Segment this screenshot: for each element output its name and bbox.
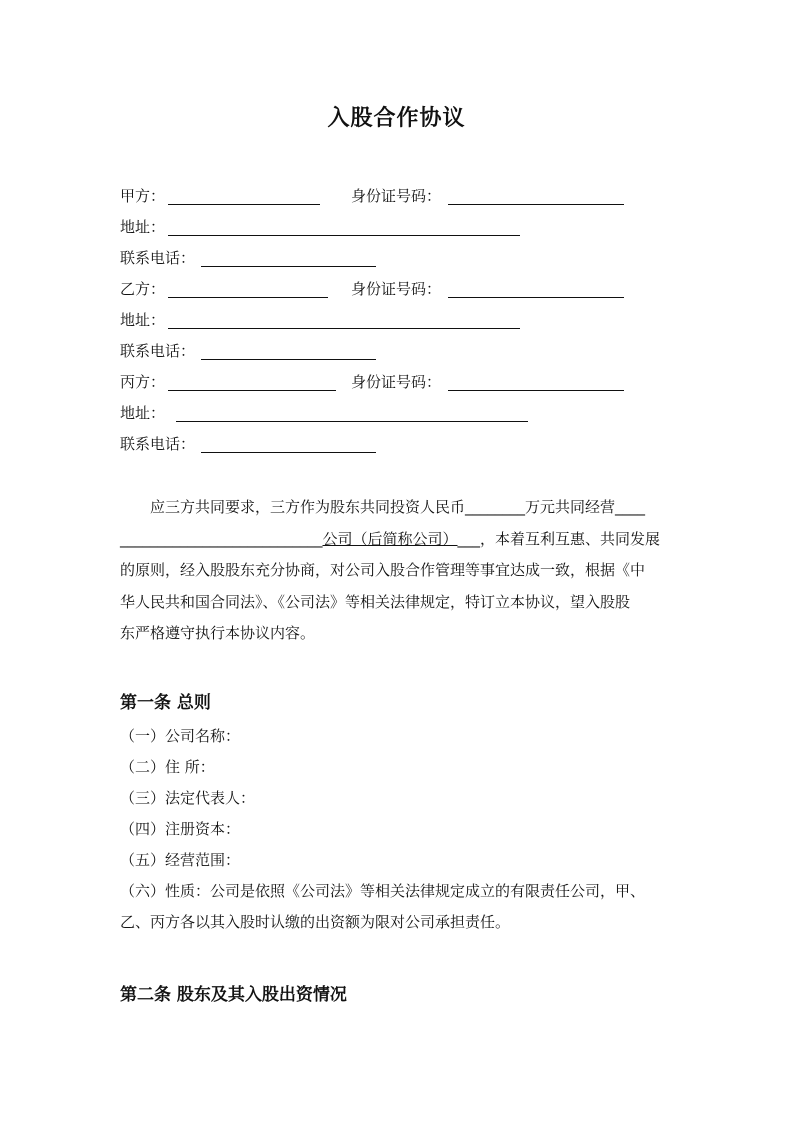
section-1-heading: 第一条 总则 bbox=[120, 693, 211, 713]
intro-line-1 bbox=[120, 492, 675, 524]
party-a-id-label: 身份证号码： bbox=[351, 187, 442, 205]
section-1-item: （三）法定代表人： bbox=[120, 789, 256, 807]
party-c-address-row bbox=[120, 401, 165, 425]
party-c-phone-row bbox=[120, 432, 195, 456]
company-short-name: 公司（后简称公司） bbox=[322, 529, 458, 548]
section-1-item: （五）经营范围： bbox=[120, 851, 241, 869]
party-c-name-blank bbox=[168, 390, 336, 391]
party-b-name-blank bbox=[168, 297, 328, 298]
party-b-address-blank bbox=[168, 328, 520, 329]
party-a-phone-label: 联系电话： bbox=[120, 249, 196, 267]
party-c-id-blank bbox=[448, 390, 624, 391]
intro-line-3: 的原则，经入股股东充分协商，对公司入股合作管理等事宜达成一致，根据《中 bbox=[120, 561, 646, 579]
party-c-address-label: 地址： bbox=[120, 404, 166, 422]
party-b-phone-row bbox=[120, 339, 195, 363]
business-name-blank-start: ____ bbox=[615, 498, 646, 516]
party-a-row bbox=[120, 184, 442, 208]
party-b-id-blank bbox=[448, 297, 624, 298]
party-a-address-blank bbox=[168, 235, 520, 236]
party-b-address-row bbox=[120, 308, 165, 332]
party-c-phone-label: 联系电话： bbox=[120, 435, 196, 453]
party-a-phone-row bbox=[120, 246, 195, 270]
party-a-address-row bbox=[120, 215, 165, 239]
party-b-phone-blank bbox=[201, 359, 376, 360]
party-c-row bbox=[120, 370, 442, 394]
section-1-item: （四）注册资本： bbox=[120, 820, 241, 838]
party-b-phone-label: 联系电话： bbox=[120, 342, 196, 360]
party-c-phone-blank bbox=[201, 452, 376, 453]
intro-line-2 bbox=[120, 524, 675, 556]
intro-text-1a: 应三方共同要求，三方作为股东共同投资人民币 bbox=[150, 498, 466, 516]
capital-amount-blank: ________ bbox=[465, 498, 526, 516]
party-a-phone-blank bbox=[201, 266, 376, 267]
party-a-id-blank bbox=[448, 204, 624, 205]
party-a-label: 甲方： bbox=[120, 187, 166, 205]
intro-text-1b: 万元共同经营 bbox=[525, 498, 616, 516]
party-a-address-label: 地址： bbox=[120, 218, 166, 236]
section-1-item: （二）住 所： bbox=[120, 758, 215, 776]
party-b-row bbox=[120, 277, 442, 301]
section-1-item: （六）性质：公司是依照《公司法》等相关法律规定成立的有限责任公司，甲、 bbox=[120, 882, 646, 900]
section-1-item: 乙、丙方各以其入股时认缴的出资额为限对公司承担责任。 bbox=[120, 913, 511, 931]
party-b-label: 乙方： bbox=[120, 280, 166, 298]
intro-line-4: 华人民共和国合同法》、《公司法》等相关法律规定，特订立本协议，望入股股 bbox=[120, 592, 631, 611]
party-c-label: 丙方： bbox=[120, 373, 166, 391]
business-name-blank: ___________________________ bbox=[120, 529, 323, 548]
document-title: 入股合作协议 bbox=[327, 105, 466, 131]
party-c-id-label: 身份证号码： bbox=[351, 373, 442, 391]
intro-text-2: ___，本着互利互惠、共同发展 bbox=[457, 529, 661, 548]
party-a-name-blank bbox=[168, 204, 320, 205]
intro-paragraph bbox=[120, 492, 675, 650]
intro-line-5: 东严格遵守执行本协议内容。 bbox=[120, 624, 316, 642]
section-1-item: （一）公司名称： bbox=[120, 727, 241, 745]
party-c-address-blank bbox=[176, 421, 528, 422]
party-b-address-label: 地址： bbox=[120, 311, 166, 329]
section-2-heading: 第二条 股东及其入股出资情况 bbox=[120, 985, 347, 1005]
party-b-id-label: 身份证号码： bbox=[351, 280, 442, 298]
